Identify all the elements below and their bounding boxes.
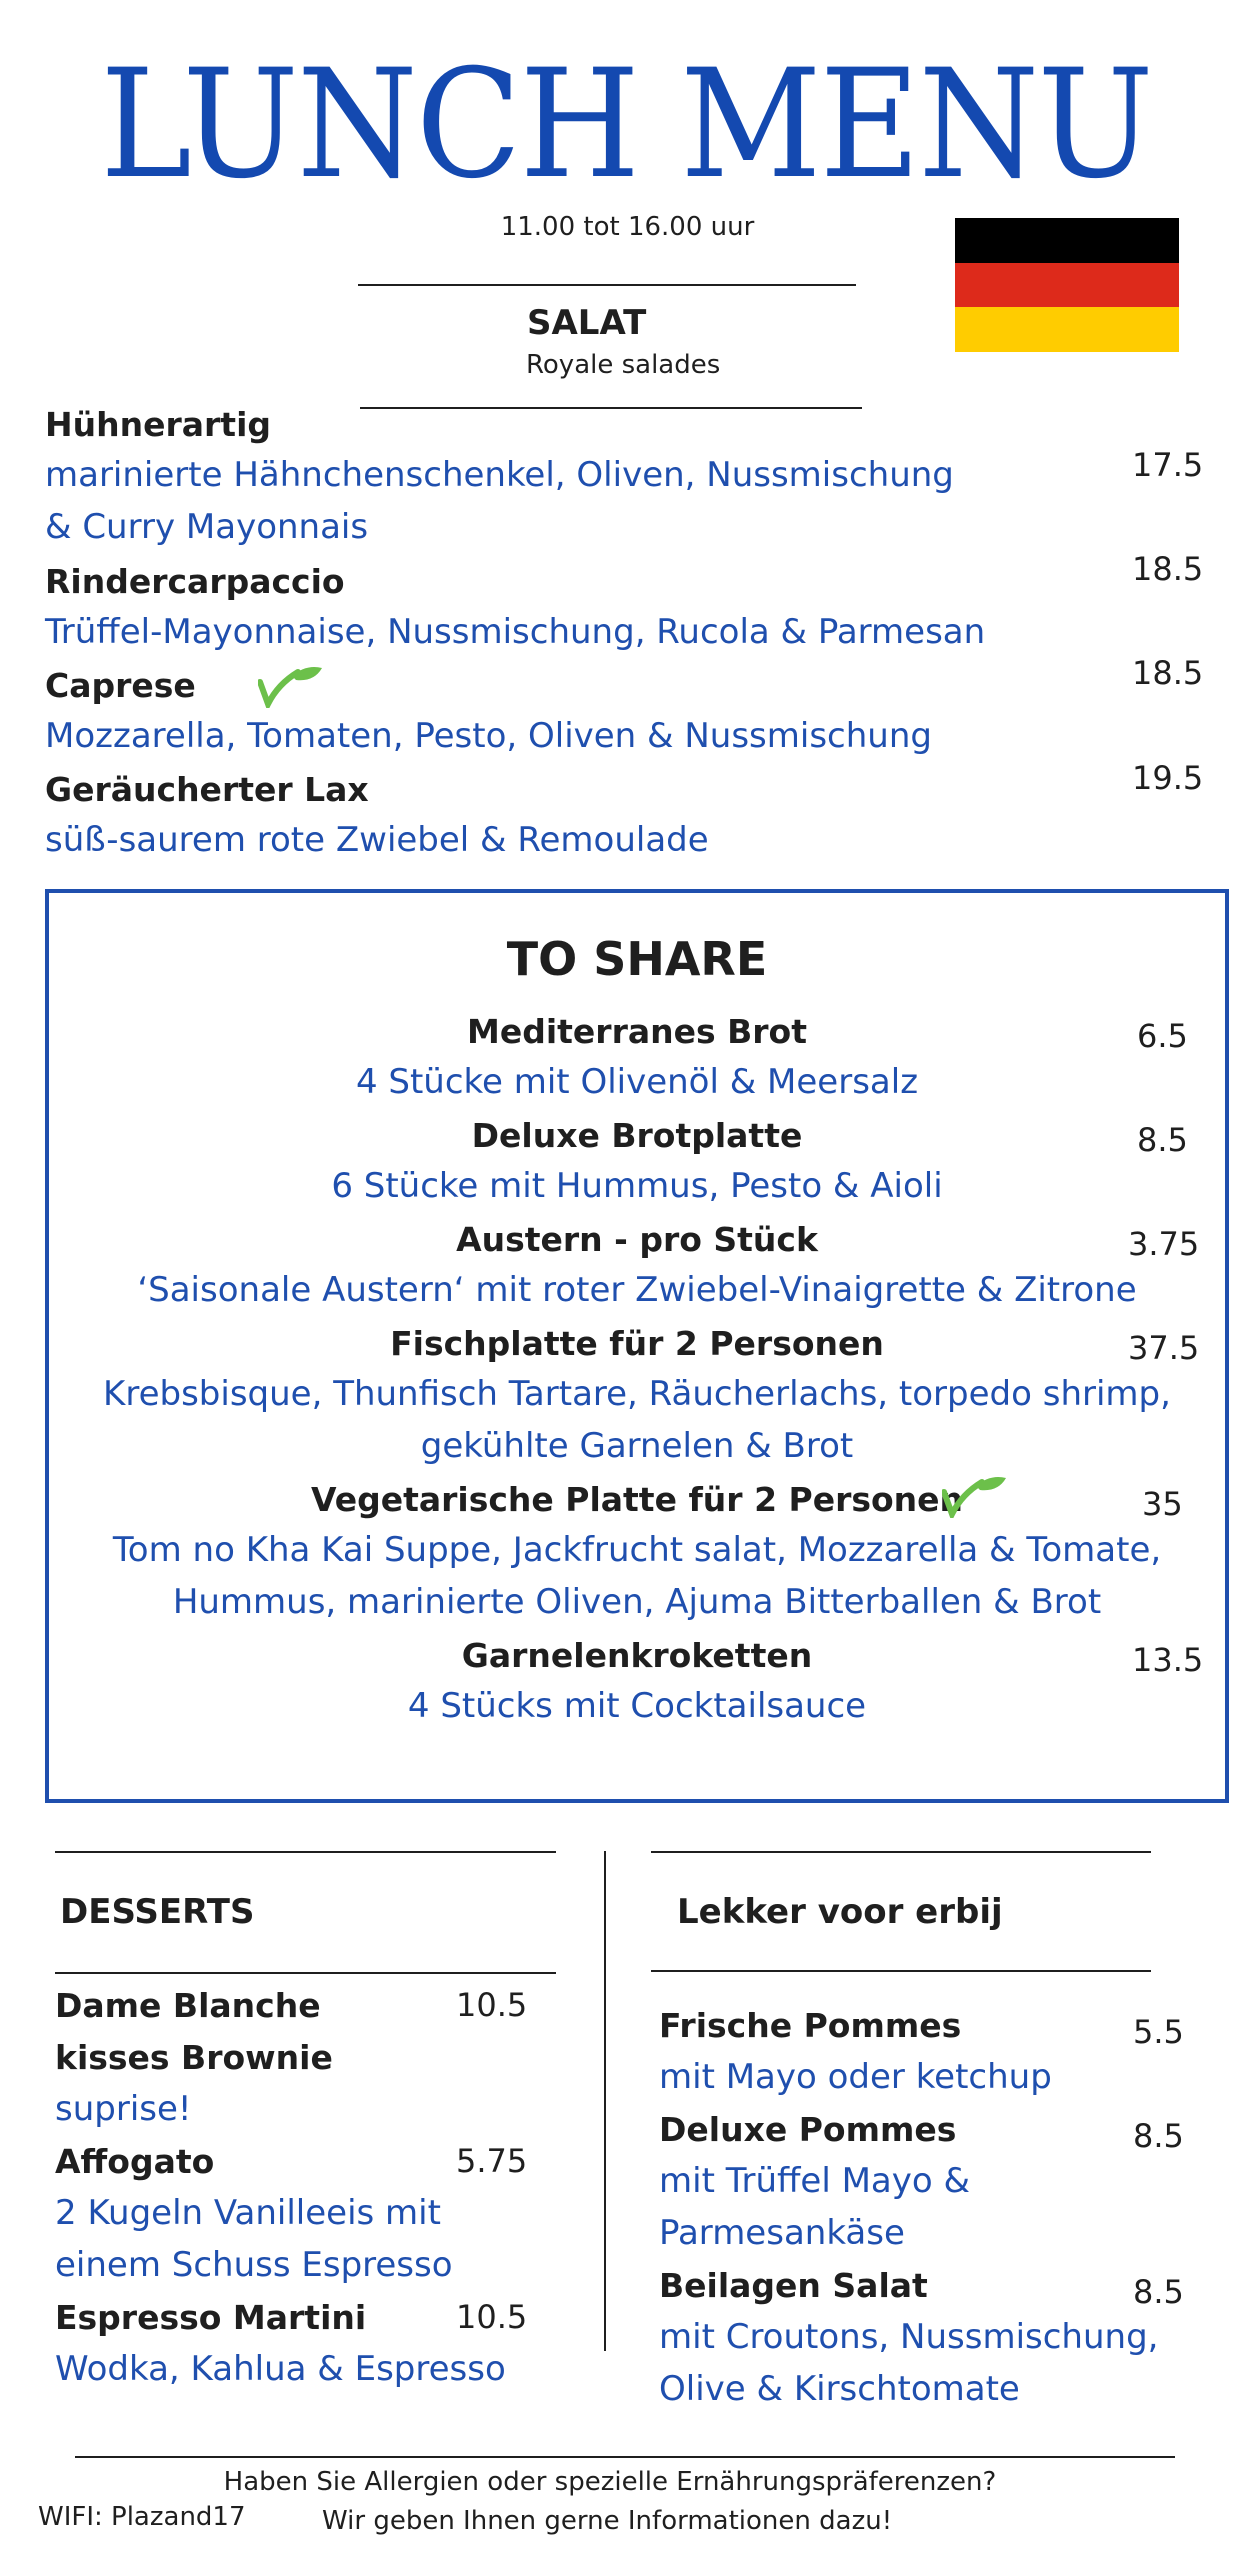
list-item-name: Hühnerartig bbox=[45, 405, 272, 444]
list-item-desc: mit Croutons, Nussmischung, bbox=[659, 2317, 1159, 2357]
divider bbox=[75, 2456, 1175, 2458]
list-item-desc: 2 Kugeln Vanilleeis mit bbox=[55, 2193, 441, 2233]
list-item-name: kisses Brownie bbox=[55, 2038, 333, 2077]
list-item-name: Austern - pro Stück bbox=[456, 1220, 818, 1259]
list-item-price: 6.5 bbox=[1137, 1017, 1188, 1055]
vegetarian-leaf-icon bbox=[258, 664, 324, 708]
list-item-desc: 4 Stücks mit Cocktailsauce bbox=[407, 1686, 867, 1726]
sides-title: Lekker voor erbij bbox=[677, 1892, 1003, 1932]
divider bbox=[55, 1972, 556, 1974]
list-item-price: 8.5 bbox=[1133, 2117, 1184, 2155]
list-item-desc: mit Mayo oder ketchup bbox=[659, 2057, 1052, 2097]
list-item-desc: gekühlte Garnelen & Brot bbox=[420, 1426, 854, 1466]
list-item-desc: Parmesankäse bbox=[659, 2213, 905, 2253]
list-item-name: Vegetarische Platte für 2 Personen bbox=[310, 1480, 964, 1519]
list-item-name: Caprese bbox=[45, 666, 196, 705]
list-item-desc: Mozzarella, Tomaten, Pesto, Oliven & Nussmischung bbox=[45, 716, 932, 756]
list-item-price: 37.5 bbox=[1128, 1329, 1200, 1367]
list-item-name: Deluxe Pommes bbox=[659, 2110, 957, 2149]
list-item-desc: Krebsbisque, Thunfisch Tartare, Räucherlachs, torpedo shrimp, bbox=[103, 1374, 1171, 1414]
list-item-desc: Wodka, Kahlua & Espresso bbox=[55, 2349, 506, 2389]
list-item-price: 5.5 bbox=[1133, 2013, 1184, 2051]
list-item-name: Deluxe Brotplatte bbox=[471, 1116, 803, 1155]
list-item-name: Dame Blanche bbox=[55, 1986, 321, 2025]
share-title: TO SHARE bbox=[506, 932, 768, 986]
list-item-desc: einem Schuss Espresso bbox=[55, 2245, 453, 2285]
list-item-price: 5.75 bbox=[456, 2142, 528, 2180]
list-item-price: 10.5 bbox=[456, 2298, 528, 2336]
list-item-name: Affogato bbox=[55, 2142, 215, 2181]
list-item-desc: suprise! bbox=[55, 2089, 192, 2129]
list-item-price: 10.5 bbox=[456, 1986, 528, 2024]
list-item-price: 8.5 bbox=[1133, 2273, 1184, 2311]
list-item-desc: ‘Saisonale Austern‘ mit roter Zwiebel-Vinaigrette & Zitrone bbox=[137, 1270, 1137, 1310]
german-flag-icon bbox=[955, 218, 1179, 352]
salat-subtitle: Royale salades bbox=[526, 350, 721, 380]
list-item-desc: süß-saurem rote Zwiebel & Remoulade bbox=[45, 820, 709, 860]
list-item-price: 13.5 bbox=[1132, 1641, 1204, 1679]
list-item-desc: Hummus, marinierte Oliven, Ajuma Bitterballen & Brot bbox=[172, 1582, 1102, 1622]
wifi-info: WIFI: Plazand17 bbox=[38, 2502, 246, 2532]
list-item-price: 19.5 bbox=[1132, 759, 1204, 797]
opening-hours: 11.00 tot 16.00 uur bbox=[500, 212, 755, 242]
list-item-desc: & Curry Mayonnais bbox=[45, 507, 369, 547]
list-item-name: Geräucherter Lax bbox=[45, 770, 369, 809]
list-item-desc: 6 Stücke mit Hummus, Pesto & Aioli bbox=[331, 1166, 943, 1206]
allergy-question: Haben Sie Allergien oder spezielle Ernährungspräferenzen? bbox=[223, 2467, 997, 2497]
column-divider bbox=[604, 1851, 606, 2351]
divider bbox=[358, 284, 856, 286]
salat-title: SALAT bbox=[527, 303, 647, 343]
list-item-desc: 4 Stücke mit Olivenöl & Meersalz bbox=[355, 1062, 919, 1102]
list-item-name: Mediterranes Brot bbox=[466, 1012, 807, 1051]
page-title: LUNCH MENU bbox=[100, 38, 1152, 212]
vegetarian-leaf-icon bbox=[942, 1474, 1008, 1518]
divider bbox=[651, 1970, 1151, 1972]
divider bbox=[360, 407, 862, 409]
list-item-desc: mit Trüffel Mayo & bbox=[659, 2161, 971, 2201]
list-item-price: 18.5 bbox=[1132, 654, 1204, 692]
divider bbox=[651, 1851, 1151, 1853]
allergy-info: Wir geben Ihnen gerne Informationen dazu! bbox=[322, 2506, 893, 2536]
list-item-desc: marinierte Hähnchenschenkel, Oliven, Nussmischung bbox=[45, 455, 954, 495]
list-item-price: 17.5 bbox=[1132, 446, 1204, 484]
list-item-name: Rindercarpaccio bbox=[45, 562, 345, 601]
list-item-price: 3.75 bbox=[1128, 1225, 1200, 1263]
list-item-name: Espresso Martini bbox=[55, 2298, 367, 2337]
list-item-desc: Olive & Kirschtomate bbox=[659, 2369, 1020, 2409]
list-item-name: Frische Pommes bbox=[659, 2006, 962, 2045]
list-item-price: 18.5 bbox=[1132, 550, 1204, 588]
list-item-name: Beilagen Salat bbox=[659, 2266, 928, 2305]
list-item-price: 8.5 bbox=[1137, 1121, 1188, 1159]
list-item-desc: Trüffel-Mayonnaise, Nussmischung, Rucola & Parmesan bbox=[45, 612, 986, 652]
divider bbox=[55, 1851, 556, 1853]
list-item-desc: Tom no Kha Kai Suppe, Jackfrucht salat, Mozzarella & Tomate, bbox=[112, 1530, 1162, 1570]
list-item-name: Fischplatte für 2 Personen bbox=[390, 1324, 884, 1363]
desserts-title: DESSERTS bbox=[60, 1892, 255, 1932]
list-item-price: 35 bbox=[1142, 1485, 1183, 1523]
list-item-name: Garnelenkroketten bbox=[461, 1636, 813, 1675]
